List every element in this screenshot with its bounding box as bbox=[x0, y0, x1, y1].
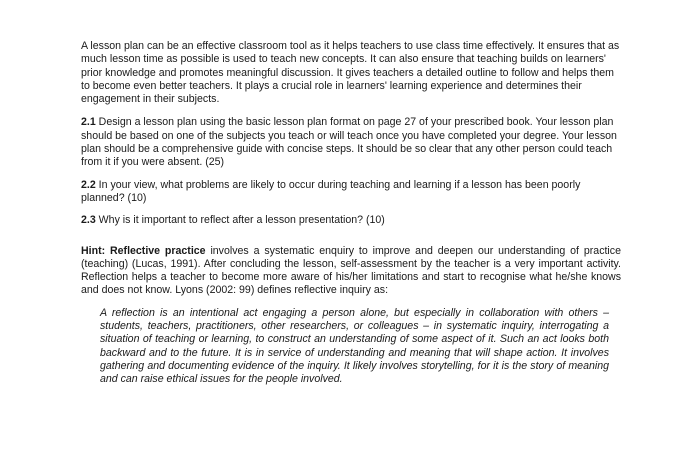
question-text: Design a lesson plan using the basic lesson plan format on page 27 of your prescribed book. Your lesson plan should be based on one of the subjects you teach or will teach once you have completed your degree. Your lesson plan should be a comprehensive guide with concise steps. It should be so clear that any other person could teach from it if you were absent. (25) bbox=[81, 116, 617, 169]
reflection-quote: A reflection is an intentional act engaging a person alone, but especially in collaboration with others – students, teachers, practitioners, other researchers, or colleagues – in systematic inquiry, interrogating a situation of teaching or learning, to construct an understanding of some aspect of it. Such an act looks both backward and to the future. It is in service of understanding and meaning that will shape action. It involves gathering and documenting evidence of the inquiry. It likely involves storytelling, for it is the story of meaning and can raise ethical issues for the people involved. bbox=[100, 306, 609, 386]
hint-label: Hint: Reflective practice bbox=[81, 244, 206, 257]
question-2-2 bbox=[81, 179, 621, 206]
question-number: 2.3 bbox=[81, 214, 96, 227]
document-page bbox=[81, 40, 621, 387]
question-2-3 bbox=[81, 214, 621, 227]
question-text: Why is it important to reflect after a lesson presentation? (10) bbox=[95, 214, 385, 227]
question-text: In your view, what problems are likely to occur during teaching and learning if a lesson has been poorly planned? (10) bbox=[81, 178, 581, 204]
hint-paragraph bbox=[81, 245, 621, 298]
question-number: 2.2 bbox=[81, 178, 96, 191]
intro-paragraph: A lesson plan can be an effective classroom tool as it helps teachers to use class time effectively. It ensures that as much lesson time as possible is used to teach new concepts. It can also ensure that teaching builds on learners' prior knowledge and promotes meaningful discussion. It gives teachers a detailed outline to follow and helps them to become even better teachers. It plays a crucial role in learners' learning experience and determines their engagement in their subjects. bbox=[81, 40, 620, 106]
hint-text: involves a systematic enquiry to improve and deepen our understanding of practice (teaching) (Lucas, 1991). After concluding the lesson, self-assessment by the teacher is a very important activity. Reflection helps a teacher to become more aware of his/her limitations and start to recognise what he/she knows and does not know. Lyons (2002: 99) defines reflective inquiry as: bbox=[81, 244, 621, 297]
question-2-1 bbox=[81, 116, 621, 169]
question-number: 2.1 bbox=[81, 116, 96, 129]
